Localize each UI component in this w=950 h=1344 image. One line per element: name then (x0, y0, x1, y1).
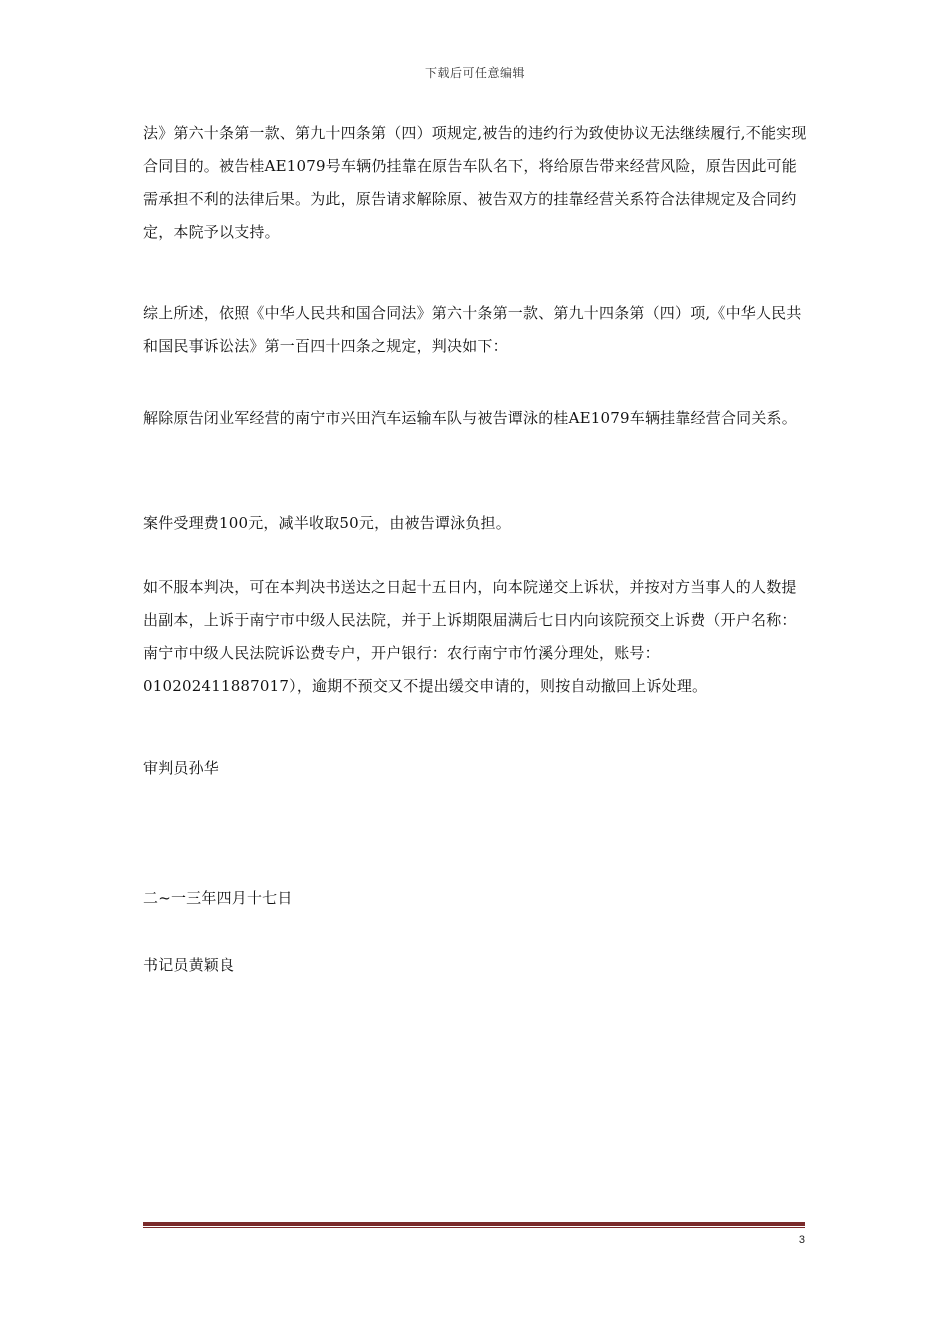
footer-divider-thin-line (143, 1227, 805, 1228)
footer-divider (143, 1222, 805, 1229)
paragraph-judgment-ruling: 解除原告闭业军经营的南宁市兴田汽车运输车队与被告谭泳的桂AE1079车辆挂靠经营合同关系。 (143, 409, 797, 427)
page-header: 下载后可任意编辑 (424, 66, 525, 80)
footer-divider-thick-line (143, 1222, 805, 1226)
judgment-date: 二~一三年四月十七日 (143, 889, 293, 907)
judge-signature: 审判员孙华 (143, 759, 220, 777)
paragraph-summary-basis: 综上所述，依照《中华人民共和国合同法》第六十条第一款、第九十四条第（四）项,《中华人民共和国民事诉讼法》第一百四十四条之规定，判决如下： (143, 304, 802, 355)
paragraph-case-fee: 案件受理费100元，减半收取50元，由被告谭泳负担。 (143, 514, 511, 532)
paragraph-legal-reasoning: 法》第六十条第一款、第九十四条第（四）项规定,被告的违约行为致使协议无法继续履行,不能实现合同目的。被告桂AE1079号车辆仍挂靠在原告车队名下，将给原告带来经营风险，原告因此可能需承担不利的法律后果。为此，原告请求解除原、被告双方的挂靠经营关系符合法律规定及合同约定，本院予以支持。 (143, 124, 807, 241)
page-number: 3 (798, 1234, 805, 1246)
paragraph-appeal-notice: 如不服本判决，可在本判决书送达之日起十五日内，向本院递交上诉状，并按对方当事人的人数提出副本，上诉于南宁市中级人民法院，并于上诉期限届满后七日内向该院预交上诉费（开户名称：南宁市中级人民法院诉讼费专户，开户银行：农行南宁市竹溪分理处，账号：010202411887017），逾期不预交又不提出缓交申请的，则按自动撤回上诉处理。 (143, 578, 797, 695)
clerk-signature: 书记员黄颖良 (143, 956, 235, 974)
